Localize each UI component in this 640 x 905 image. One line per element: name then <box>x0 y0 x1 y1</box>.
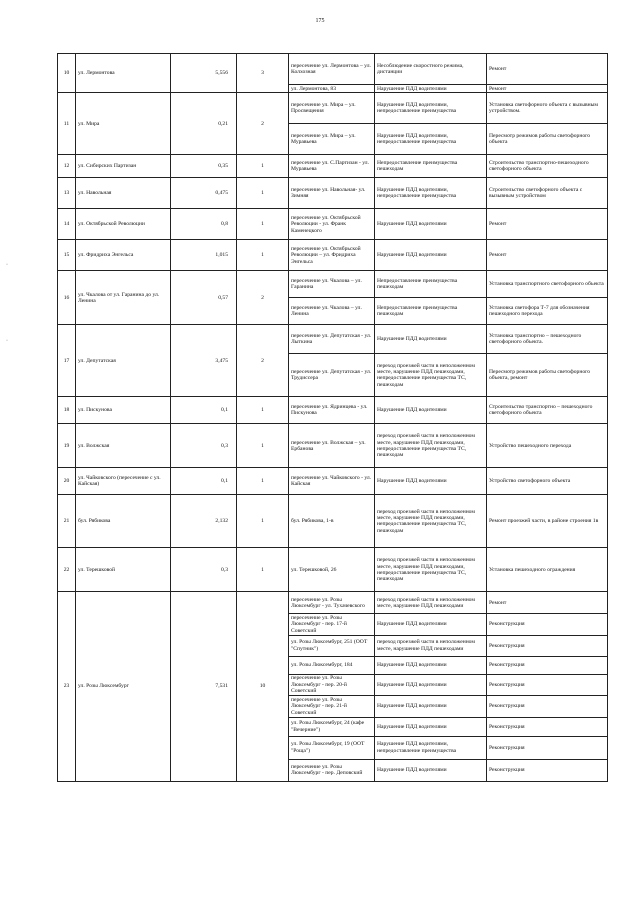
street-length: 7,531 <box>171 592 237 781</box>
measure-cell: Ремонт <box>487 240 608 271</box>
violation-cell: Нарушение ПДД водителями <box>375 240 487 271</box>
location-cell: пересечение ул. Депутатская - ул. Трудиссера <box>289 354 375 397</box>
table-row <box>58 495 608 548</box>
street-length: 0,21 <box>171 93 237 155</box>
table-row <box>58 397 608 424</box>
location-cell: пересечение ул. Розы Люксембург - пер. 20-й Советский <box>289 674 375 695</box>
violation-cell: Нарушение ПДД водителями <box>375 468 487 495</box>
site-count: 1 <box>237 240 289 271</box>
street-name: ул. Пискунова <box>76 397 171 424</box>
street-length: 0,3 <box>171 424 237 468</box>
measure-cell: Строительство светофорного объекта с вызывным устройством <box>487 178 608 209</box>
location-cell: пересечение ул. Розы Люксембург - ул. Тухачевского <box>289 592 375 614</box>
street-length: 1,015 <box>171 240 237 271</box>
table-row <box>58 93 608 124</box>
site-count: 1 <box>237 495 289 548</box>
violation-cell: Нарушение ПДД водителями <box>375 209 487 240</box>
measure-cell: Ремонт проезжей части, в районе строения 1в <box>487 495 608 548</box>
location-cell: пересечение ул. Розы Люксембург - пер. Деповский <box>289 759 375 781</box>
measure-cell: Реконструкция <box>487 614 608 635</box>
violation-cell: Нарушение ПДД водителями, непредоставление преимущества <box>375 178 487 209</box>
table-row <box>58 271 608 298</box>
street-name: ул. Лермонтова <box>76 54 171 93</box>
location-cell: пересечение ул. Мира – ул. Просвещения <box>289 93 375 124</box>
location-cell: пересечение ул. Лермонтова – ул. Колхозная <box>289 54 375 85</box>
street-length: 0,8 <box>171 209 237 240</box>
location-cell: бул. Рябикова, 1-в <box>289 495 375 548</box>
measure-cell: Реконструкция <box>487 656 608 674</box>
row-number: 10 <box>58 54 76 93</box>
location-cell: пересечение ул. Чкалова – ул. Ленина <box>289 298 375 325</box>
table-row <box>58 468 608 495</box>
violation-cell: Непредоставление преимущества пешеходам <box>375 271 487 298</box>
location-cell: ул. Терешковой, 26 <box>289 548 375 592</box>
margin-mark: · <box>6 262 8 268</box>
table-row <box>58 155 608 178</box>
incident-table <box>57 53 608 782</box>
site-count: 1 <box>237 468 289 495</box>
measure-cell: Реконструкция <box>487 736 608 759</box>
site-count: 1 <box>237 424 289 468</box>
measure-cell: Устройство светофорного объекта <box>487 468 608 495</box>
violation-cell: переход проезжей части в неположенном месте, нарушение ПДД пешеходами, непредоставление преимущества ТС, пешеходам <box>375 424 487 468</box>
violation-cell: Нарушение ПДД водителями <box>375 696 487 717</box>
table-row <box>58 325 608 354</box>
violation-cell: Непредоставление преимущества пешеходам <box>375 298 487 325</box>
measure-cell: Реконструкция <box>487 635 608 656</box>
table-row <box>58 209 608 240</box>
violation-cell: Нарушение ПДД водителями <box>375 674 487 695</box>
violation-cell: Непредоставление преимущества пешеходам <box>375 155 487 178</box>
measure-cell: Реконструкция <box>487 674 608 695</box>
street-length: 0,1 <box>171 397 237 424</box>
row-number: 15 <box>58 240 76 271</box>
measure-cell: Устройство пешеходного перехода <box>487 424 608 468</box>
margin-mark: · <box>6 338 8 344</box>
measure-cell: Ремонт <box>487 85 608 93</box>
street-name: бул. Рябикова <box>76 495 171 548</box>
site-count: 2 <box>237 325 289 397</box>
row-number: 12 <box>58 155 76 178</box>
measure-cell: Установка светофорного объекта с вызывным устройством. <box>487 93 608 124</box>
location-cell: ул. Розы Люксембург, 184 <box>289 656 375 674</box>
violation-cell: Нарушение ПДД водителями <box>375 397 487 424</box>
location-cell: пересечение ул. Депутатская - ул. Лыткина <box>289 325 375 354</box>
street-length: 0,57 <box>171 271 237 325</box>
row-number: 23 <box>58 592 76 781</box>
violation-cell: переход проезжей части в неположенном месте, нарушение ПДД пешеходами <box>375 635 487 656</box>
street-name: ул. Терешковой <box>76 548 171 592</box>
site-count: 2 <box>237 93 289 155</box>
measure-cell: Установка транспортно – пешеходного светофорного объекта. <box>487 325 608 354</box>
location-cell: пересечение ул. Чкалова – ул. Гаранина <box>289 271 375 298</box>
violation-cell: Нарушение ПДД водителями <box>375 614 487 635</box>
violation-cell: переход проезжей части в неположенном месте, нарушение ПДД пешеходами, непредоставление преимущества ТС, пешеходам <box>375 548 487 592</box>
measure-cell: Пересмотр режимов работы светофорного объекта, ремонт <box>487 354 608 397</box>
measure-cell: Ремонт <box>487 592 608 614</box>
street-name: ул. Волжская <box>76 424 171 468</box>
measure-cell: Установка транспортного светофорного объекта <box>487 271 608 298</box>
location-cell: ул. Лермонтова, 83 <box>289 85 375 93</box>
violation-cell: Нарушение ПДД водителями <box>375 717 487 736</box>
location-cell: ул. Розы Люксембург, 251 (ООТ "Спутник") <box>289 635 375 656</box>
row-number: 22 <box>58 548 76 592</box>
location-cell: пересечение ул. Розы Люксембург - пер. 21-й Советский <box>289 696 375 717</box>
street-length: 0,3 <box>171 548 237 592</box>
violation-cell: Нарушение ПДД водителями <box>375 759 487 781</box>
violation-cell: Нарушение ПДД водителями, непредоставление преимущества <box>375 736 487 759</box>
table-row <box>58 54 608 85</box>
street-length: 0,35 <box>171 155 237 178</box>
violation-cell: переход проезжей части в неположенном месте, нарушение ПДД пешеходами, непредоставление преимущества ТС, пешеходам <box>375 354 487 397</box>
street-name: ул. Мира <box>76 93 171 155</box>
street-length: 0,475 <box>171 178 237 209</box>
row-number: 18 <box>58 397 76 424</box>
location-cell: пересечение ул. Ядринцева - ул. Пискунова <box>289 397 375 424</box>
street-name: ул. Розы Люксембург <box>76 592 171 781</box>
measure-cell: Установка светофора Т-7 для обозначения пешеходного перехода <box>487 298 608 325</box>
street-name: ул. Сибирских Партизан <box>76 155 171 178</box>
row-number: 14 <box>58 209 76 240</box>
row-number: 13 <box>58 178 76 209</box>
table-body <box>58 54 608 782</box>
street-name: ул. Чайковского (пересечение с ул. Кайская) <box>76 468 171 495</box>
row-number: 21 <box>58 495 76 548</box>
violation-cell: Нарушение ПДД водителями <box>375 85 487 93</box>
measure-cell: Строительство транспортно – пешеходного светофорного объекта <box>487 397 608 424</box>
measure-cell: Строительство транспортно-пешеходного светофорного объекта <box>487 155 608 178</box>
measure-cell: Реконструкция <box>487 759 608 781</box>
street-name: ул. Чкалова от ул. Гаранина до ул. Ленина <box>76 271 171 325</box>
violation-cell: переход проезжей части в неположенном месте, нарушение ПДД пешеходами <box>375 592 487 614</box>
violation-cell: Несоблюдение скоростного режима, дистанции <box>375 54 487 85</box>
measure-cell: Ремонт <box>487 54 608 85</box>
row-number: 16 <box>58 271 76 325</box>
row-number: 20 <box>58 468 76 495</box>
site-count: 1 <box>237 548 289 592</box>
row-number: 11 <box>58 93 76 155</box>
street-name: ул. Октябрьской Революции <box>76 209 171 240</box>
row-number: 17 <box>58 325 76 397</box>
table-row <box>58 548 608 592</box>
site-count: 1 <box>237 178 289 209</box>
street-length: 3,475 <box>171 325 237 397</box>
location-cell: ул. Розы Люксембург, 24 (кафе "Вечерние") <box>289 717 375 736</box>
site-count: 1 <box>237 397 289 424</box>
site-count: 1 <box>237 155 289 178</box>
violation-cell: переход проезжей части в неположенном месте, нарушение ПДД пешеходами, непредоставление преимущества ТС, пешеходам <box>375 495 487 548</box>
street-name: ул. Фридриха Энгельса <box>76 240 171 271</box>
street-name: ул. Навольная <box>76 178 171 209</box>
violation-cell: Нарушение ПДД водителями, непредоставление преимущества <box>375 93 487 124</box>
table-row <box>58 240 608 271</box>
measure-cell: Реконструкция <box>487 696 608 717</box>
street-length: 5,556 <box>171 54 237 93</box>
street-length: 0,1 <box>171 468 237 495</box>
measure-cell: Реконструкция <box>487 717 608 736</box>
page-number: 175 <box>315 18 325 24</box>
site-count: 3 <box>237 54 289 93</box>
location-cell: пересечение ул. Мира – ул. Муравьева <box>289 124 375 155</box>
site-count: 10 <box>237 592 289 781</box>
site-count: 1 <box>237 209 289 240</box>
violation-cell: Нарушение ПДД водителями, непредоставление преимущества <box>375 124 487 155</box>
row-number: 19 <box>58 424 76 468</box>
table-row <box>58 424 608 468</box>
street-name: ул. Депутатская <box>76 325 171 397</box>
location-cell: пересечение ул. Чайковского - ул. Кайская <box>289 468 375 495</box>
site-count: 2 <box>237 271 289 325</box>
location-cell: пересечение ул. Октябрьской Революции - ул. Франк Каменецкого <box>289 209 375 240</box>
violation-cell: Нарушение ПДД водителями <box>375 325 487 354</box>
measure-cell: Ремонт <box>487 209 608 240</box>
measure-cell: Установка пешеходного ограждения <box>487 548 608 592</box>
street-length: 2,132 <box>171 495 237 548</box>
violation-cell: Нарушение ПДД водителями <box>375 656 487 674</box>
measure-cell: Пересмотр режимов работы светофорного объекта <box>487 124 608 155</box>
location-cell: пересечение ул. Октябрьской Революции – ул. Фридриха Энгельса <box>289 240 375 271</box>
location-cell: пересечение ул. Розы Люксембург - пер. 17-й Советский <box>289 614 375 635</box>
location-cell: пересечение ул. Навольная- ул. Зимняя <box>289 178 375 209</box>
location-cell: пересечение ул. Волжская – ул. Ербанова <box>289 424 375 468</box>
location-cell: пересечение ул. С.Партизан - ул. Муравьева <box>289 155 375 178</box>
table-row <box>58 178 608 209</box>
location-cell: ул. Розы Люксембург, 19 (ООТ "Роща") <box>289 736 375 759</box>
table-row <box>58 592 608 614</box>
